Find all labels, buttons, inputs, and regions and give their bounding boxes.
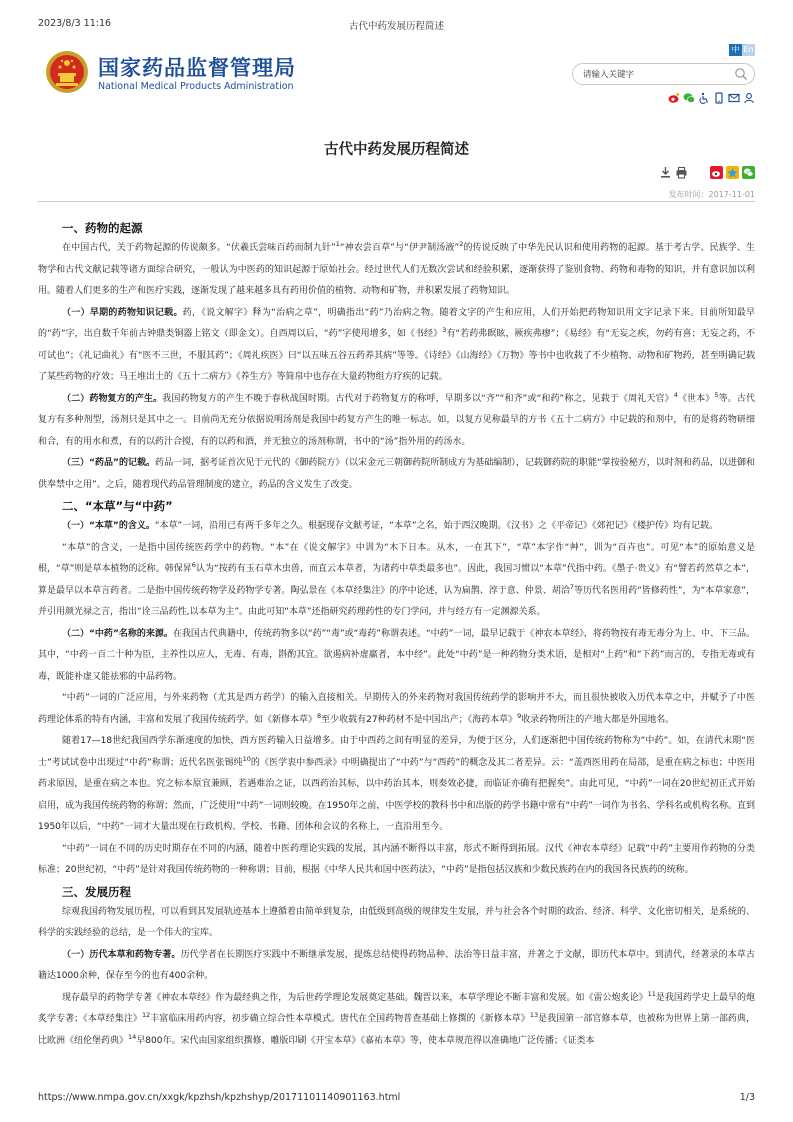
wechat-icon[interactable] (683, 89, 695, 101)
publish-label: 发布时间： (668, 190, 709, 199)
paragraph (38, 516, 755, 538)
footnote-ref: 3 (442, 326, 447, 334)
national-emblem-icon[interactable] (45, 50, 89, 94)
section-heading: 三、发展历程 (62, 884, 131, 899)
text-run: 早800年。宋代由国家组织撰修、雕版印刷《开宝本草》《嘉祐本草》等，使本草规范得以准确地广泛传播；《证类本 (136, 1035, 595, 1046)
print-icon[interactable] (675, 164, 688, 177)
footnote-ref: 2 (459, 240, 464, 248)
footnote-ref: 7 (569, 582, 575, 591)
weibo-icon[interactable] (668, 89, 680, 101)
lang-en-button[interactable]: En (743, 45, 754, 54)
share-weibo-icon[interactable] (710, 164, 723, 177)
language-switch (729, 44, 755, 56)
site-tools (668, 89, 755, 101)
footnote-ref: 12 (141, 1011, 151, 1019)
footnote-ref: 1 (335, 240, 340, 248)
footnote-ref: 4 (673, 390, 678, 399)
lang-zh-button[interactable]: 中 (729, 44, 742, 56)
text-run: 随着17—18世纪我国西学东渐速度的加快，西方医药输入日益增多。由于中西药之间有明显的差异，为便于区分，人们逐渐把中国传统药物称为“中药”。如，在清代末期“医士”考试试卷中出现过“中药”称谓；近代名医张锡纯 (38, 736, 755, 768)
search-icon[interactable] (734, 67, 748, 81)
paragraph (38, 238, 755, 303)
search-box (572, 63, 755, 85)
publish-date: 2017-11-01 (708, 190, 755, 199)
site-header (38, 42, 755, 107)
text-run: 收录药物所注的产地大都是外国地名。 (521, 714, 675, 725)
publish-meta (669, 189, 756, 200)
paragraph (38, 538, 755, 624)
footnote-ref: 11 (647, 989, 656, 998)
article-actions (659, 164, 755, 177)
download-icon[interactable] (659, 164, 672, 177)
paragraph (38, 303, 755, 389)
section-heading: 一、药物的起源 (62, 221, 143, 235)
paragraph (38, 839, 755, 882)
footnote-ref: 8 (317, 711, 322, 720)
mobile-icon[interactable] (713, 89, 725, 101)
paragraph (38, 902, 755, 945)
divider (38, 201, 755, 202)
page-number: 1/3 (739, 1092, 755, 1103)
mail-icon[interactable] (728, 89, 740, 101)
text-run: 药品一词，据考证首次见于元代的《御药院方》（以宋金元三朝御药院所制成方为基础编制），记载御药院的职能“掌按验秘方，以时剂和药品，以进御和供奉禁中之用”。之后，随着现代药品管理制度的建立，药品的含义发生了改变。 (38, 458, 755, 490)
paragraph (38, 389, 755, 454)
subheading-lead: （三）“药品”的记载。 (62, 458, 156, 468)
subheading-lead: （一）历代本草和药物专著。 (62, 949, 181, 960)
text-run: 综观我国药物发展历程，可以看到其发展轨迹基本上遵循着由简单到复杂，由低级到高级的规律发生发展，并与社会各个时期的政治、经济、科学、文化密切相关，是系统的、科学的实践经验的总结，是一个伟大的宝库。 (38, 906, 756, 938)
print-footer (38, 1092, 755, 1106)
paragraph (38, 988, 755, 1053)
text-run: “本草”的含义，一是指中国传统医药学中的药物。“本”在《说文解字》中训为“木下日本。从木，一在其下”，“草”本字作“艸”，训为“百卉也”。可见“本”的原始意义是根，“草”则是草本植物的泛称。韩保昇 (38, 542, 755, 574)
text-run: 等。古代复方有多种剂型，汤剂只是其中之一。目前尚无充分依据说明汤剂是我国中药复方产生的唯一标志。如，以复方见称最早的方书《五十二病方》中记载的和剂中，有的是将药物研细和合，有的用水和煮，有的以药汁合搅，有的以药和酒，并无独立的汤剂称谓，书中的“汤”指外用的药汤水。 (38, 393, 755, 447)
paragraph (38, 624, 755, 689)
text-run: 现存最早的药物学专著《神农本草经》作为最经典之作，为后世药学理论发展奠定基础。魏晋以来，本草学理论不断丰富和发展。如《雷公炮炙论》 (62, 992, 648, 1003)
share-wechat-icon[interactable] (742, 164, 755, 177)
footnote-ref: 10 (242, 754, 251, 763)
text-run: 的《医学衷中参西录》中明确提出了“中药”与“西药”的概念及其二者差异。云：“盖西医用药在局部，是重在病之标也；中医用药求原因，是重在病之本也。究之标本原宜兼顾，若遇难治之证，以西药治其标，以中药治其本，则奏效必捷，而临证亦确有把握矣”。由此可见，“中药”一词在20世纪初正式开始启用，成为我国传统药物的称谓；然而，广泛使用“中药”一词则较晚。在1950年之前，中医学校的教科书中和出版的药学书籍中常有“中药”一词作为书名、学科名或机构名称。直到1950年以后，“中药”一词才大量出现在行政机构、学校、书籍、团体和会议的名称上，一直沿用至今。 (38, 757, 755, 832)
subheading-lead: （二）药物复方的产生。 (62, 393, 163, 404)
site-name-en[interactable]: National Medical Products Administration (98, 81, 294, 92)
search-input[interactable] (583, 68, 723, 81)
subheading-lead: （二）“中药”名称的来源。 (62, 628, 173, 639)
article-body (38, 218, 755, 1052)
text-run: 在中国古代，关于药物起源的传说颇多。“伏羲氏尝味百药而制九针” (62, 243, 336, 253)
text-run: 药，《说文解字》释为“治病之草”，明确指出“药”乃治病之物。随着文字的产生和应用，人们开始把药物知识用文字记录下来。目前所知最早的“药”字，出自数千年前古钟鼎类铜器上铭文（即金文）。自西周以后，“药”字使用增多，如《书经》 (38, 307, 755, 339)
text-run: 是我国药学史上最早的炮炙学专著；《本草经集注》 (38, 992, 755, 1024)
subheading-lead: （一）“本草”的含义。 (62, 521, 155, 531)
text-run: “神农尝百草”与“伊尹制汤液” (339, 243, 460, 253)
text-run: 《世本》 (677, 393, 715, 404)
share-qzone-icon[interactable] (726, 164, 739, 177)
accessibility-icon[interactable] (698, 89, 710, 101)
text-run: “中药”一词在不同的历史时期存在不同的内涵，随着中医药理论实践的发展，其内涵不断得以丰富，形式不断得到拓展。汉代《神农本草经》记载“中药”主要用作药物的分类标准；20世纪初，“中药”是针对我国传统药物的一种称谓；目前，根据《中华人民共和国中医药法》，“中药”是指包括汉族和少数民族药在内的我国各民族药的统称。 (38, 843, 755, 875)
text-run: 等历代名医用药“皆修药性”，为“本草家意”，并引用颜光禄之言，指出“诠三品药性,以本草为主”。由此可知“本草”还指研究药理药性的专门学问，并与经方有一定渊源关系。 (38, 585, 755, 617)
text-run: 在我国古代典籍中，传统药物多以“药”“毒”或“毒药”称谓表述。“中药”一词，最早记载于《神农本草经》，将药物按有毒无毒分为上、中、下三品。其中，“中药一百二十种为臣，主养性以应人，无毒、有毒，斟酌其宜。欲遏病补虚羸者，本中经”。此处“中药”是一种药物分类术语，是相对“上药”和“下药”而言的，专指无毒或有毒，既能补虚又能祛邪的中品药物。 (38, 628, 755, 682)
paragraph (38, 945, 755, 988)
text-run: 认为“按药有玉石草木虫兽，而直云本草者，为诸药中草类最多也”。因此，我国习惯以“本草”代指中药。《墨子·贵义》有“譬若药然草之本”，算是最早以本草言药者。二是指中国传统药物学及药物学专著。陶弘景在《本草经集注》的序中论述，认为扁鹊、淳于意、仲景、胡洽 (38, 564, 755, 596)
site-name-cn[interactable]: 国家药品监督管理局 (98, 56, 296, 80)
footnote-ref: 13 (529, 1011, 539, 1019)
text-run: 至少收载有27种药材不是中国出产；《海药本草》 (321, 714, 518, 725)
article-title: 古代中药发展历程简述 (324, 142, 469, 158)
print-url: https://www.nmpa.gov.cn/xxgk/kpzhsh/kpzhshyp/20171101140901163.html (38, 1092, 401, 1103)
print-title: 古代中药发展历程简述 (348, 21, 444, 32)
text-run: 是我国第一部官修本草，也被称为世界上第一部药典，比欧洲《纽伦堡药典》 (38, 1014, 755, 1046)
print-datetime: 2023/8/3 11:16 (38, 18, 112, 29)
paragraph (38, 731, 755, 839)
text-run: “中药”一词的广泛应用，与外来药物（尤其是西方药学）的输入直接相关。早期传入的外来药物对我国传统药学的影响并不大，而且很快被收入历代本草之中，并赋予了中医药理论体系的特有内涵，丰富和发展了我国传统药学。如《新修本草》 (38, 693, 755, 725)
print-header (38, 18, 755, 32)
paragraph (38, 688, 755, 731)
section-heading: 二、“本草”与“中药” (62, 499, 173, 513)
footnote-ref: 14 (128, 1032, 137, 1041)
text-run: 有“若药弗瞑眩，厥疾弗瘳”；《易经》有“无妄之疾，勿药有喜；无妄之药，不可试也”；《礼记曲礼》有“医不三世，不服其药”；《周礼疾医》曰“以五味五谷五药养其病”等等。《诗经》《山海经》《万物》等书中也收载了不少植物、动物和矿物药，甚至明确记载了某些药物的疗效；马王堆出土的《五十二病方》《养生方》等简帛中也存在大量药物组方疗疾的记载。 (38, 329, 755, 382)
text-run: 我国药物复方的产生不晚于春秋战国时期。古代对于药物复方的称呼，早期多以“齐”“和齐”或“和药”称之，见载于《周礼天官》 (162, 393, 674, 404)
subheading-lead: （一）早期的药物知识记载。 (62, 307, 183, 318)
text-run: 丰富临床用药内容，初步确立综合性本草模式。唐代在全国药物普查基础上修撰的《新修本草》 (150, 1014, 530, 1024)
user-icon[interactable] (743, 89, 755, 101)
text-run: 的传说反映了中华先民认识和使用药物的起源。基于考古学、民族学、生物学和古代文献记载等诸方面综合研究，一般认为中医药的知识起源于原始社会。经过世代人们无数次尝试和经验积累，逐渐获得了鉴别食物、药物和毒物的知识，并有意识加以利用。随着人们更多的生产和医疗实践，逐渐发现了越来越多具有药用价值的植物、动物和矿物，并积累发展了药物知识。 (38, 243, 756, 296)
text-run: “本草”一词，沿用已有两千多年之久。根据现存文献考证，“本草”之名，始于西汉晚期。《汉书》之《平帝记》《郊祀记》《楼护传》均有记载。 (154, 521, 718, 531)
footnote-ref: 5 (714, 390, 719, 399)
footnote-ref: 9 (517, 711, 522, 720)
text-run: 历代学者在长期医疗实践中不断继承发展，提炼总结使得药物品种、法治等日益丰富，并著之于文献，即历代本草中。到清代，经著录的本草古籍达1000余种，保存至今的也有400余种。 (38, 949, 755, 981)
paragraph (38, 453, 755, 496)
footnote-ref: 6 (191, 561, 196, 569)
